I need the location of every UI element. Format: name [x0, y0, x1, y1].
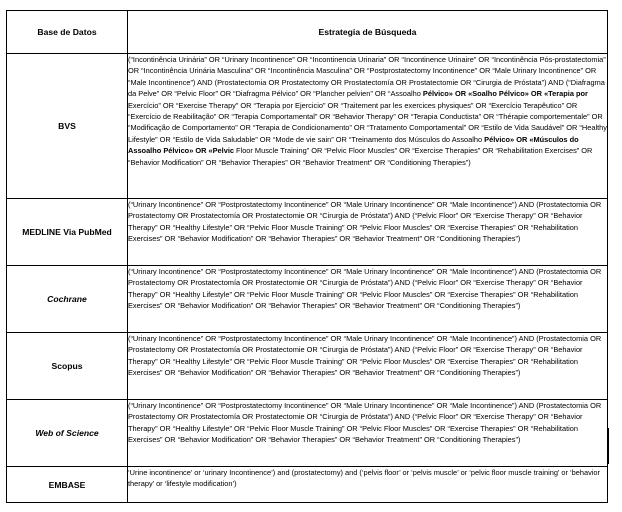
database-name: MEDLINE Via PubMed: [7, 199, 128, 266]
strategy-segment: Exercício” OR “Exercise Therapy” OR “Terapia por Ejercicio” OR “Traitement par les exercices physiques” OR “Exercício Terapêutico” OR “Exercício de Reabilitação” OR “Terapia Comportamental” OR “Behavior Therapy” OR “Terapia Conductista” OR “Thérapie comportementale” OR “Modificação de Comportamento” OR “Terapia de Condicionamento” OR “Tratamento Comportamental” OR “Estilo de Vida Saudável” OR “Healthy Lifestyle” OR “Estilo de Vida Saludable” OR “Mode de vie sain” OR “Treinamento dos Músculos do Assoalho: [128, 100, 607, 144]
strategy-segment: (“Urinary Incontinence” OR “Postprostatectomy Incontinence” OR “Male Urinary Incontinence” OR “Male Incontinence”) AND (Prostatectomia OR Prostatectomy OR Prostatectomía OR Prostatectomie OR “Cirurgia de Próstata”) AND (“Pelvic Floor” OR “Exercise Therapy” OR “Behavior Therapy” OR “Healthy Lifestyle” OR “Pelvic Floor Muscle Training” OR “Pelvic Floor Muscles” OR “Exercise Therapies” OR “Rehabilitation Exercises” OR “Behavior Modification” OR “Behavior Therapies” OR “Behavior Treatment” OR “Conditioning Therapies”): [128, 267, 602, 311]
strategy-segment: (“Incontinência Urinária” OR “Urinary Incontinence” OR “Incontinencia Urinaria” OR “Incontinence Urinaire” OR “Incontinência Pós-prostatectomia” OR “Incontinência Urinária Masculina” OR “Incontinência Masculina” OR “Postprostatectomy Incontinence” OR “Male Urinary Incontinence” OR “Male Incontinence”) AND (Prostatectomia OR Prostatectomy OR Prostatectomía OR Prostatectomie OR “Cirurgia de Próstata”) AND (“Diafragma da Pelve” OR “Pelvic Floor” OR “Diafragma Pélvico” OR “Plancher pelvien” OR “Assoalho: [128, 55, 606, 99]
strategy-text: [128, 54, 608, 199]
strategy-segment-bold: Pélvico» OR «Soalho Pélvico» OR «Terapia por: [422, 89, 588, 99]
strategy-segment: (“Urinary Incontinence” OR “Postprostatectomy Incontinence” OR “Male Urinary Incontinence” OR “Male Incontinence”) AND (Prostatectomia OR Prostatectomy OR Prostatectomía OR Prostatectomie OR “Cirurgia de Próstata”) AND (“Pelvic Floor” OR “Exercise Therapy” OR “Behavior Therapy” OR “Healthy Lifestyle” OR “Pelvic Floor Muscle Training” OR “Pelvic Floor Muscles” OR “Exercise Therapies” OR “Rehabilitation Exercises” OR “Behavior Modification” OR “Behavior Therapies” OR “Behavior Treatment” OR “Conditioning Therapies”): [128, 200, 602, 244]
strategy-segment-bold: Pélvico» OR «Músculos do Assoalho Pélvico» OR «Pelvic: [128, 134, 579, 156]
strategy-segment: (“Urinary Incontinence” OR “Postprostatectomy Incontinence” OR “Male Urinary Incontinence” OR “Male Incontinence”) AND (Prostatectomia OR Prostatectomy OR Prostatectomía OR Prostatectomie OR “Cirurgia de Próstata”) AND (“Pelvic Floor” OR “Exercise Therapy” OR “Behavior Therapy” OR “Healthy Lifestyle” OR “Pelvic Floor Muscle Training” OR “Pelvic Floor Muscles” OR “Exercise Therapies” OR “Rehabilitation Exercises” OR “Behavior Modification” OR “Behavior Therapies” OR “Behavior Treatment” OR “Conditioning Therapies”): [128, 401, 602, 445]
row-medline: [7, 199, 608, 266]
strategy-text: [128, 333, 608, 400]
strategy-segment: (“Urinary Incontinence” OR “Postprostatectomy Incontinence” OR “Male Urinary Incontinence” OR “Male Incontinence”) AND (Prostatectomia OR Prostatectomy OR Prostatectomía OR Prostatectomie OR “Cirurgia de Próstata”) AND (“Pelvic Floor” OR “Exercise Therapy” OR “Behavior Therapy” OR “Healthy Lifestyle” OR “Pelvic Floor Muscle Training” OR “Pelvic Floor Muscles” OR “Exercise Therapies” OR “Rehabilitation Exercises” OR “Behavior Modification” OR “Behavior Therapies” OR “Behavior Treatment” OR “Conditioning Therapies”): [128, 334, 602, 378]
strategy-segment: Floor Muscle Training” OR “Pelvic Floor Muscles” OR “Exercise Therapies” OR “Rehabilitation Exercises” OR “Behavior Modification” OR “Behavior Therapies” OR “Behavior Treatment” OR “Conditioning Therapies”): [128, 146, 593, 167]
strategy-text: [128, 400, 608, 467]
row-cochrane: [7, 266, 608, 333]
header-strategy: Estrategia de Búsqueda: [128, 11, 608, 54]
strategy-text: [128, 199, 608, 266]
strategy-text: [128, 467, 608, 503]
row-bvs: [7, 54, 608, 199]
header-database: Base de Datos: [7, 11, 128, 54]
database-name: EMBASE: [7, 467, 128, 503]
database-name: BVS: [7, 54, 128, 199]
strategy-text: [128, 266, 608, 333]
database-name: Web of Science: [7, 400, 128, 467]
table-edge-line: [608, 428, 609, 464]
database-name: Scopus: [7, 333, 128, 400]
strategy-segment: ‘Urine incontinence’ or ‘urinary Incontinence’) and (prostatectomy) and (‘pelvis floor’ or ‘pelvis muscle’ or ‘pelvic floor muscle training’ or ‘behavior therapy’ or ‘lifestyle modification’): [128, 468, 600, 489]
search-strategy-table: [6, 10, 608, 503]
database-name: Cochrane: [7, 266, 128, 333]
row-web-of-science: [7, 400, 608, 467]
row-embase: [7, 467, 608, 503]
row-scopus: [7, 333, 608, 400]
header-row: [7, 11, 608, 54]
